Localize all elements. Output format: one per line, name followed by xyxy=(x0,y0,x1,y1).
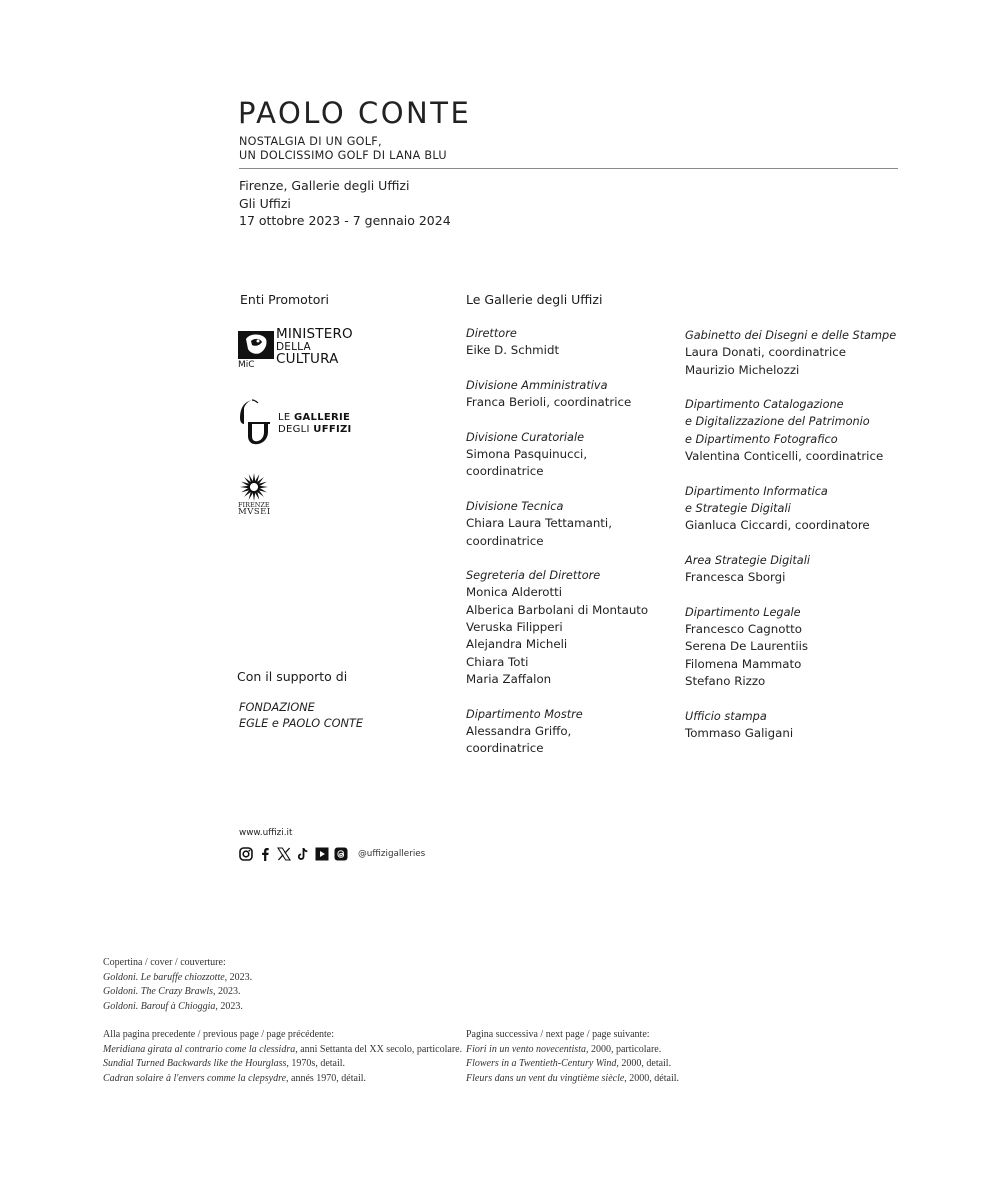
role-label: Ufficio stampa xyxy=(685,709,767,723)
tiktok-icon[interactable] xyxy=(295,846,310,861)
credit-line: Fiori in un vento novecentista, 2000, particolare. xyxy=(466,1043,662,1055)
staff-name: coordinatrice xyxy=(466,533,544,548)
staff-name: Chiara Laura Tettamanti, xyxy=(466,516,612,531)
credit-heading: Copertina / cover / couverture: xyxy=(103,957,226,968)
staff-name: coordinatrice xyxy=(466,464,544,479)
staff-name: Monica Alderotti xyxy=(466,585,563,600)
staff-name: Valentina Conticelli, coordinatrice xyxy=(685,449,884,464)
x-icon[interactable] xyxy=(276,846,291,861)
credit-line: Cadran solaire à l'envers comme la clepsydre, annés 1970, détail. xyxy=(103,1072,367,1084)
role-label: Divisione Tecnica xyxy=(466,499,564,513)
subtitle-line: NOSTALGIA DI UN GOLF, xyxy=(239,135,382,148)
staff-name: Alejandra Micheli xyxy=(466,637,568,652)
role-label: Divisione Curatoriale xyxy=(466,430,585,444)
staff-name: Maria Zaffalon xyxy=(466,671,552,686)
role-label: Dipartimento Legale xyxy=(685,605,801,619)
role-label: Gabinetto dei Disegni e delle Stampe xyxy=(685,329,897,342)
staff-block xyxy=(685,708,905,743)
exhibition-dates: 17 ottobre 2023 - 7 gennaio 2024 xyxy=(239,213,451,228)
staff-name: Eike D. Schmidt xyxy=(466,343,560,358)
role-label: Area Strategie Digitali xyxy=(685,553,811,567)
page-title: PAOLO CONTE xyxy=(238,96,472,130)
credit-line: Goldoni. The Crazy Brawls, 2023. xyxy=(103,986,241,997)
credit-line: Sundial Turned Backwards like the Hourglass, 1970s, detail. xyxy=(103,1058,346,1069)
subtitle-line: UN DOLCISSIMO GOLF DI LANA BLU xyxy=(239,149,447,162)
firenze-musei-logo: FIRENZE MVSEI xyxy=(238,472,272,520)
staff-block xyxy=(466,567,676,688)
staff-name: coordinatrice xyxy=(466,741,544,756)
role-label: Dipartimento Mostre xyxy=(466,707,583,721)
exhibition-subtitle xyxy=(239,135,447,163)
staff-block xyxy=(466,429,676,481)
role-label: e Strategie Digitali xyxy=(685,501,791,515)
role-label: e Dipartimento Fotografico xyxy=(685,432,838,446)
staff-name: Veruska Filipperi xyxy=(466,620,563,635)
role-label: Dipartimento Informatica xyxy=(685,484,828,498)
svg-text:MiC: MiC xyxy=(238,360,255,367)
staff-column-1 xyxy=(466,292,676,775)
role-label: Segreteria del Direttore xyxy=(466,569,601,583)
promoters-heading: Enti Promotori xyxy=(240,292,329,307)
staff-name: Filomena Mammato xyxy=(685,656,802,671)
website-link[interactable]: www.uffizi.it xyxy=(239,828,293,838)
threads-icon[interactable] xyxy=(333,846,348,861)
venue-line: Firenze, Gallerie degli Uffizi xyxy=(239,178,410,193)
ministero-cultura-logo: MiC MINISTERO DELLA CULTURA xyxy=(238,328,353,368)
credit-line: Flowers in a Twentieth-Century Wind, 2000, detail. xyxy=(466,1058,672,1069)
staff-name: Serena De Laurentiis xyxy=(685,639,809,654)
facebook-icon[interactable] xyxy=(257,846,272,861)
uffizi-g-icon xyxy=(238,398,272,446)
staff-name: Chiara Toti xyxy=(466,654,529,669)
role-label: Dipartimento Catalogazione xyxy=(685,398,844,412)
youtube-icon[interactable] xyxy=(314,846,329,861)
credit-heading: Pagina successiva / next page / page suivante: xyxy=(466,1029,650,1040)
credit-line: Goldoni. Barouf à Chioggia, 2023. xyxy=(103,1000,243,1012)
venue-info xyxy=(239,177,451,230)
staff-name: Maurizio Michelozzi xyxy=(685,362,800,377)
staff-column-2 xyxy=(685,327,905,759)
next-page-credit xyxy=(466,1028,679,1086)
credit-heading: Alla pagina precedente / previous page / page précédente: xyxy=(103,1029,335,1040)
role-label: Direttore xyxy=(466,327,517,340)
previous-page-credit xyxy=(103,1028,462,1086)
staff-name: Simona Pasquinucci, xyxy=(466,447,588,462)
support-foundation: FONDAZIONE EGLE e PAOLO CONTE xyxy=(239,701,364,730)
gallerie-uffizi-logo: LE GALLERIE DEGLI UFFIZI xyxy=(238,398,353,446)
instagram-icon[interactable] xyxy=(238,846,253,861)
support-heading: Con il supporto di xyxy=(237,669,348,684)
staff-name: Alberica Barbolani di Montauto xyxy=(466,602,649,617)
staff-name: Francesca Sborgi xyxy=(685,570,786,585)
staff-block xyxy=(466,706,676,758)
staff-block xyxy=(466,498,676,550)
venue-line: Gli Uffizi xyxy=(239,195,291,211)
social-handle[interactable]: @uffizigalleries xyxy=(358,848,426,859)
staff-block xyxy=(685,327,905,379)
staff-name: Francesco Cagnotto xyxy=(685,622,802,637)
credit-line: Meridiana girata al contrario come la clessidra, anni Settanta del XX secolo, particolare. xyxy=(103,1043,463,1055)
credit-line: Fleurs dans un vent du vingtième siècle, 2000, détail. xyxy=(466,1072,680,1084)
cover-credit xyxy=(103,956,252,1014)
staff-block xyxy=(466,377,676,412)
staff-name: Laura Donati, coordinatrice xyxy=(685,345,847,360)
staff-block xyxy=(685,604,905,690)
staff-name: Tommaso Galigani xyxy=(685,725,794,740)
divider xyxy=(239,168,898,169)
credit-line: Goldoni. Le baruffe chiozzotte, 2023. xyxy=(103,971,253,983)
social-links xyxy=(238,846,425,861)
staff-block xyxy=(685,552,905,587)
staff-name: Stefano Rizzo xyxy=(685,673,766,688)
gallerie-heading: Le Gallerie degli Uffizi xyxy=(466,292,603,307)
mic-emblem-icon xyxy=(238,329,274,367)
role-label: e Digitalizzazione del Patrimonio xyxy=(685,415,870,429)
staff-block xyxy=(685,396,905,465)
staff-name: Franca Berioli, coordinatrice xyxy=(466,395,632,410)
staff-name: Alessandra Griffo, xyxy=(466,723,572,738)
role-label: Divisione Amministrativa xyxy=(466,378,608,392)
sunburst-icon xyxy=(238,472,270,502)
staff-block xyxy=(685,483,905,535)
staff-block xyxy=(466,325,676,360)
staff-name: Gianluca Ciccardi, coordinatore xyxy=(685,518,870,533)
